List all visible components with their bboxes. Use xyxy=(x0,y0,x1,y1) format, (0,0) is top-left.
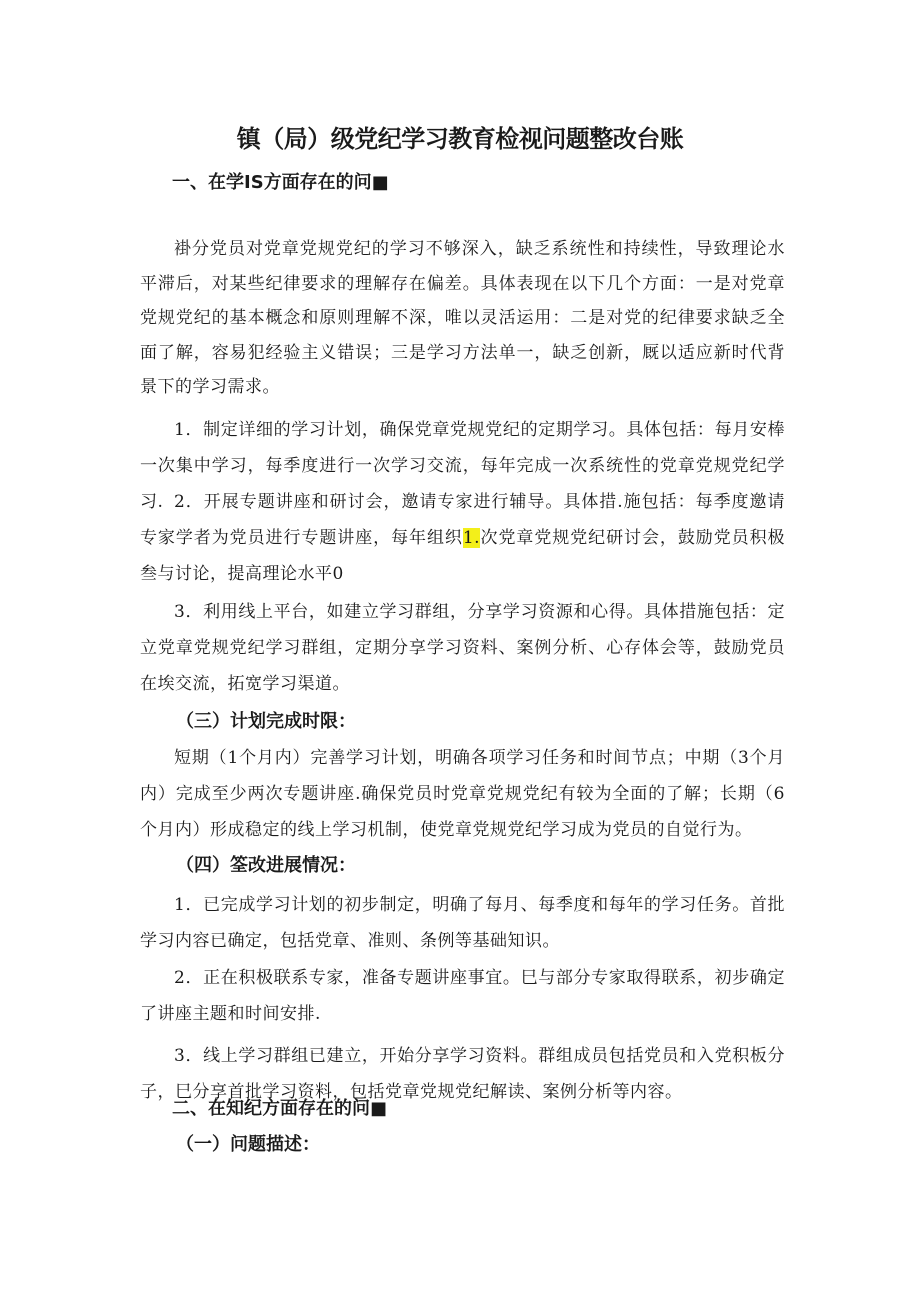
intro-paragraph: 褂分党员对党章党规党纪的学习不够深入，缺乏系统性和持续性，导致理论水平滞后，对某些纪律要求的理解存在偏差。具体表现在以下几个方面：一是对党章党规党纪的基本概念和原则理解不深，唯以灵活运用：二是对党的纪律要求缺乏全面了解，容易犯经验主义错误；三是学习方法单一，缺乏创新，厩以适应新时代背景下的学习需求。 xyxy=(140,239,785,397)
section-1-heading: 一、在学IS方面存在的问■ xyxy=(172,172,389,193)
measure-item-2-text-start: 2．开展专题讲座和研讨会，邀请专家进行辅导。具体措.施包括：每季度邀请专家学者为党员进行专题讲座，每年组织 xyxy=(140,492,785,548)
progress-item-2: 2．正在积极联系专家，准备专题讲座事宜。巳与部分专家取得联系，初步确定了讲座主题和时间安排. xyxy=(140,968,785,1024)
highlighted-number: 1. xyxy=(462,528,481,548)
subheading-timeline: （三）计划完成时限： xyxy=(176,711,356,732)
progress-item-1: 1．已完成学习计划的初步制定，明确了每月、每季度和每年的学习任务。首批学习内容已确定，包括党章、准则、条例等基础知识。 xyxy=(140,895,785,951)
measure-item-1: 1．制定详细的学习计划，确保党章党规党纪的定期学习。具体包括：每月安棒一次集中学习，每季度进行一次学习交流，每年完成一次系统性的党章党规党纪学习. xyxy=(140,420,785,512)
subheading-problem-description: （一）问题描述： xyxy=(176,1134,320,1155)
timeline-paragraph: 短期（1个月内）完善学习计划，明确各项学习任务和时间节点；中期（3个月内）完成至少两次专题讲座.确保党员时党章党规党纪有较为全面的了解；长期（6个月内）形成稳定的线上学习机制，使党章党规党纪学习成为党员的自觉行为。 xyxy=(140,748,785,840)
section-2-heading: 二、在知纪方面存在的问■ xyxy=(172,1098,388,1119)
progress-item-3: 3．线上学习群组已建立，开始分享学习资料。群组成员包括党员和入党积板分子，巳分享首批学习资料，包括党章党规党纪解读、案例分析等内容。 xyxy=(140,1046,785,1102)
document-title: 镇（局）级党纪学习教育检视问题整改台账 xyxy=(236,125,684,153)
measure-item-3: 3．利用线上平台，如建立学习群组，分享学习资源和心得。具体措施包括：定立党章党规党纪学习群组，定期分享学习资料、案例分析、心存体会等，鼓励党员在埃交流，拓宽学习渠道。 xyxy=(140,602,785,694)
measure-item-2-text-end: 次党章党规党纪研讨会，鼓励党员积极叁与讨论，提高理论水平0 xyxy=(140,528,786,584)
subheading-progress: （四）筌改进展情况： xyxy=(176,855,356,876)
measure-item-2 xyxy=(140,484,785,592)
